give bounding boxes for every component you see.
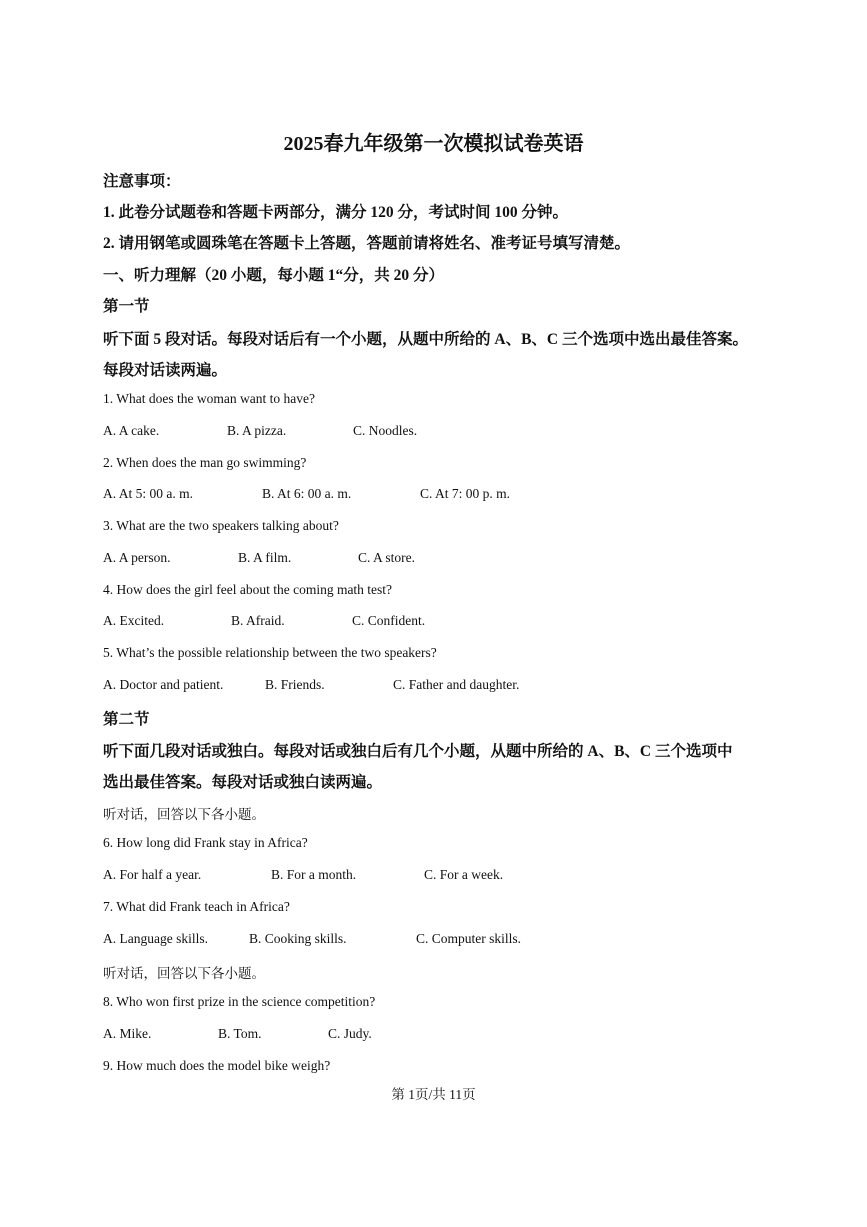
page-footer: 第 1页/共 11页 bbox=[391, 1087, 476, 1102]
q2-option-b: B. At 6: 00 a. m. bbox=[262, 486, 352, 501]
q5-option-b: B. Friends. bbox=[265, 677, 325, 692]
question-1: 1. What does the woman want to have? bbox=[103, 391, 315, 406]
section2-instruction-line1: 听下面几段对话或独白。每段对话或独白后有几个小题，从题中所给的 A、B、C 三个选项中 bbox=[103, 743, 733, 760]
question-6: 6. How long did Frank stay in Africa? bbox=[103, 835, 308, 850]
q2-option-c: C. At 7: 00 p. m. bbox=[420, 486, 511, 501]
question-9: 9. How much does the model bike weigh? bbox=[103, 1058, 331, 1073]
part1-heading: 一、听力理解（20 小题，每小题 1“分，共 20 分） bbox=[103, 267, 445, 284]
q8-option-b: B. Tom. bbox=[218, 1026, 262, 1041]
question-3: 3. What are the two speakers talking about? bbox=[103, 518, 339, 533]
question-8: 8. Who won first prize in the science competition? bbox=[103, 994, 376, 1009]
section1-name: 第一节 bbox=[103, 298, 150, 315]
question-5: 5. What’s the possible relationship between the two speakers? bbox=[103, 645, 437, 660]
q6-option-b: B. For a month. bbox=[271, 867, 357, 882]
q3-option-b: B. A film. bbox=[238, 550, 292, 565]
q2-option-a: A. At 5: 00 a. m. bbox=[103, 486, 193, 501]
notice-heading: 注意事项： bbox=[103, 173, 181, 190]
exam-title: 2025春九年级第一次模拟试卷英语 bbox=[283, 133, 584, 155]
section1-instruction-line2: 每段对话读两遍。 bbox=[103, 362, 228, 379]
notice-item-2: 2. 请用钢笔或圆珠笔在答题卡上答题，答题前请将姓名、准考证号填写清楚。 bbox=[103, 235, 631, 252]
q5-option-a: A. Doctor and patient. bbox=[103, 677, 224, 692]
question-7: 7. What did Frank teach in Africa? bbox=[103, 899, 290, 914]
question-2: 2. When does the man go swimming? bbox=[103, 455, 307, 470]
q4-option-a: A. Excited. bbox=[103, 613, 165, 628]
notice-item-1: 1. 此卷分试题卷和答题卡两部分，满分 120 分，考试时间 100 分钟。 bbox=[103, 204, 569, 221]
q3-option-c: C. A store. bbox=[358, 550, 416, 565]
listen-prompt-2: 听对话，回答以下各小题。 bbox=[103, 966, 265, 981]
q7-option-b: B. Cooking skills. bbox=[249, 931, 347, 946]
q7-option-a: A. Language skills. bbox=[103, 931, 208, 946]
section2-name: 第二节 bbox=[103, 711, 150, 728]
listen-prompt-1: 听对话，回答以下各小题。 bbox=[103, 807, 265, 822]
section1-instruction-line1: 听下面 5 段对话。每段对话后有一个小题，从题中所给的 A、B、C 三个选项中选出最佳答案。 bbox=[103, 331, 748, 348]
q1-option-c: C. Noodles. bbox=[353, 423, 418, 438]
q6-option-a: A. For half a year. bbox=[103, 867, 202, 882]
q1-option-b: B. A pizza. bbox=[227, 423, 287, 438]
q3-option-a: A. A person. bbox=[103, 550, 171, 565]
section2-instruction-line2: 选出最佳答案。每段对话或独白读两遍。 bbox=[103, 774, 383, 791]
q5-option-c: C. Father and daughter. bbox=[393, 677, 520, 692]
q4-option-b: B. Afraid. bbox=[231, 613, 285, 628]
q4-option-c: C. Confident. bbox=[352, 613, 426, 628]
q8-option-c: C. Judy. bbox=[328, 1026, 372, 1041]
question-4: 4. How does the girl feel about the coming math test? bbox=[103, 582, 393, 597]
q6-option-c: C. For a week. bbox=[424, 867, 504, 882]
q1-option-a: A. A cake. bbox=[103, 423, 160, 438]
q7-option-c: C. Computer skills. bbox=[416, 931, 522, 946]
q8-option-a: A. Mike. bbox=[103, 1026, 152, 1041]
